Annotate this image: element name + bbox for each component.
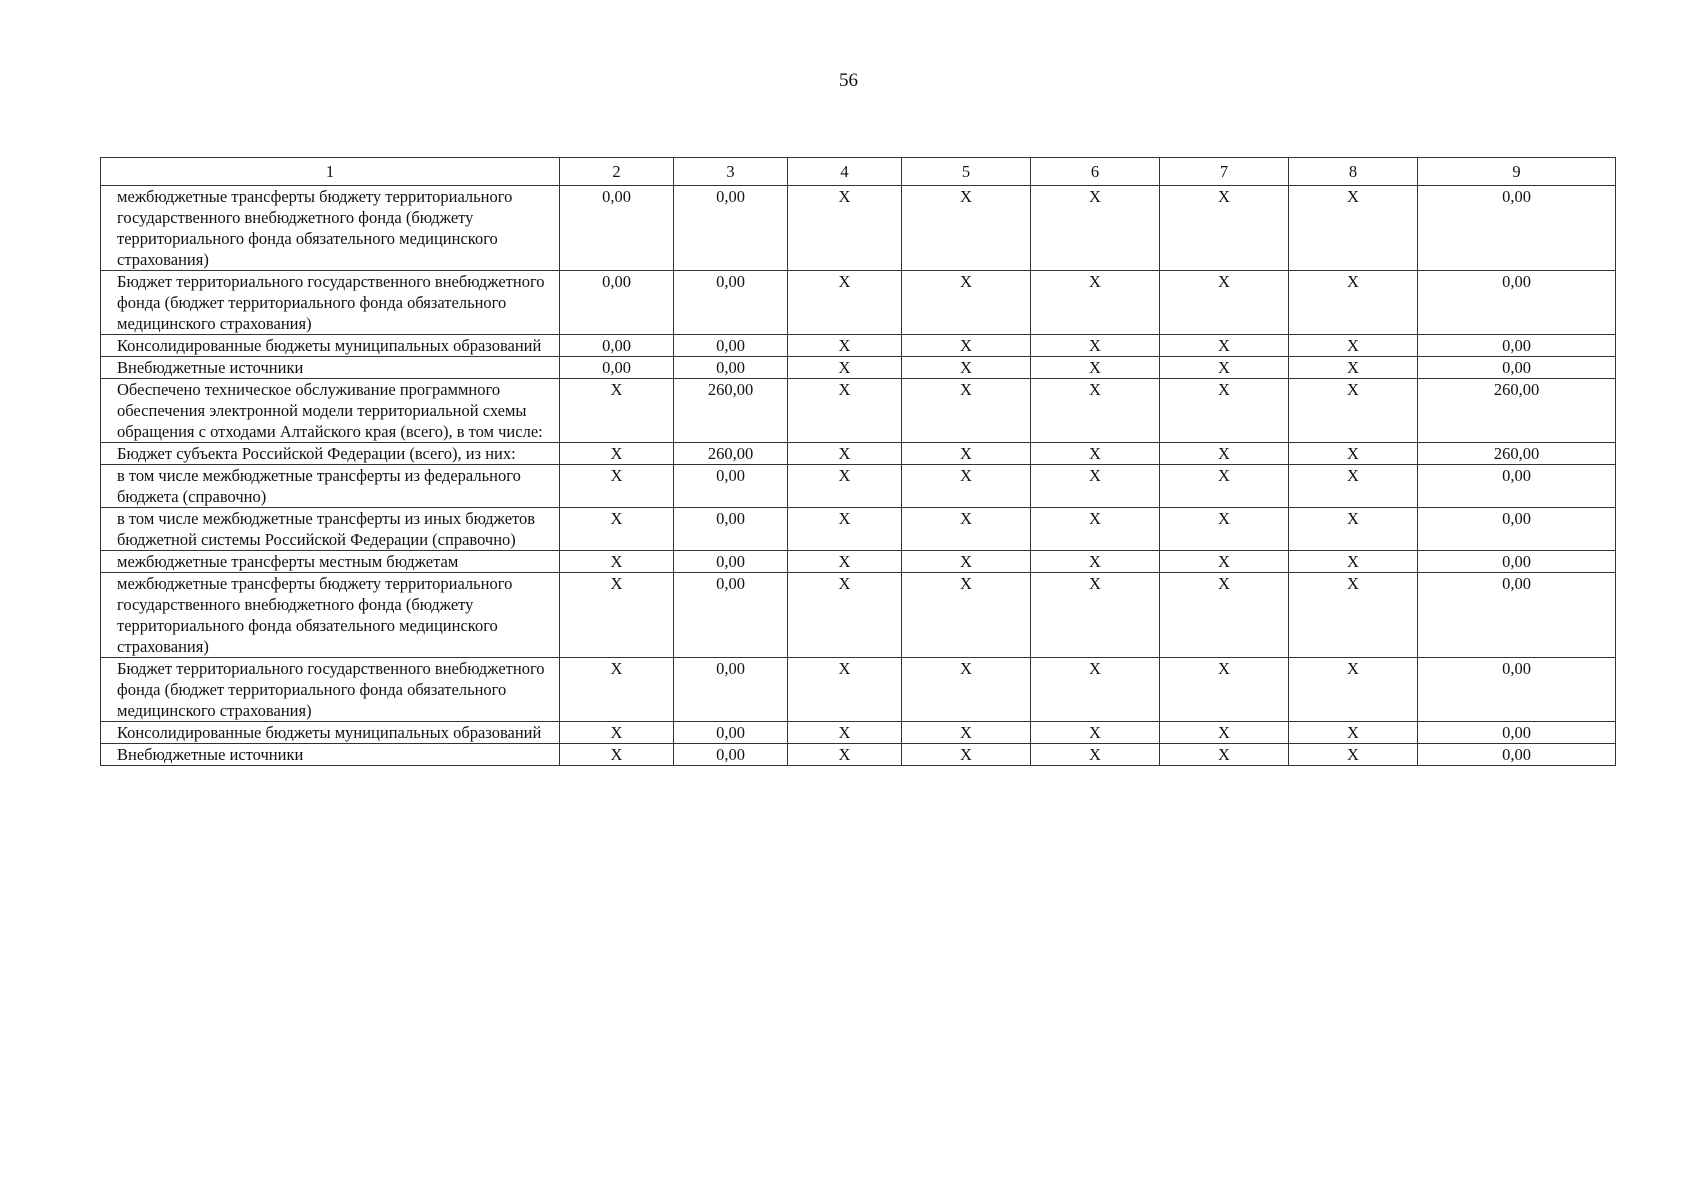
header-row (101, 158, 1616, 186)
row-value: X (1031, 744, 1160, 766)
row-value: X (560, 722, 674, 744)
row-value: X (902, 573, 1031, 658)
row-value: X (1289, 443, 1418, 465)
column-header: 8 (1289, 158, 1418, 186)
column-header: 7 (1160, 158, 1289, 186)
row-value: X (788, 443, 902, 465)
table-row (101, 186, 1616, 271)
row-value: X (788, 271, 902, 335)
row-value: X (902, 186, 1031, 271)
row-value: 0,00 (1418, 271, 1616, 335)
row-value: X (1160, 271, 1289, 335)
row-value: X (1160, 573, 1289, 658)
row-value: 0,00 (1418, 551, 1616, 573)
row-value: X (560, 573, 674, 658)
row-value: X (1160, 465, 1289, 508)
row-value: 0,00 (674, 573, 788, 658)
row-value: X (788, 508, 902, 551)
row-value: X (902, 443, 1031, 465)
row-value: X (788, 335, 902, 357)
row-value: 0,00 (1418, 335, 1616, 357)
row-value: 0,00 (674, 744, 788, 766)
row-value: X (1031, 465, 1160, 508)
row-value: X (1160, 722, 1289, 744)
table-row (101, 357, 1616, 379)
row-description: Бюджет субъекта Российской Федерации (всего), из них: (101, 443, 560, 465)
row-value: X (1031, 357, 1160, 379)
row-value: X (1031, 379, 1160, 443)
row-value: 0,00 (1418, 722, 1616, 744)
row-value: 0,00 (674, 357, 788, 379)
row-value: X (788, 573, 902, 658)
table-row (101, 465, 1616, 508)
row-value: 260,00 (1418, 443, 1616, 465)
row-description: Консолидированные бюджеты муниципальных образований (101, 722, 560, 744)
row-description: в том числе межбюджетные трансферты из федерального бюджета (справочно) (101, 465, 560, 508)
row-value: X (1289, 465, 1418, 508)
table-row (101, 551, 1616, 573)
row-value: X (788, 357, 902, 379)
row-description: Бюджет территориального государственного внебюджетного фонда (бюджет территориального фонда обязательного медицинского страхования) (101, 271, 560, 335)
row-value: X (1031, 551, 1160, 573)
table-row (101, 573, 1616, 658)
column-header: 3 (674, 158, 788, 186)
row-value: X (1289, 379, 1418, 443)
table-body (101, 186, 1616, 766)
row-value: X (1289, 551, 1418, 573)
row-value: X (902, 508, 1031, 551)
row-value: X (902, 722, 1031, 744)
row-value: 0,00 (674, 722, 788, 744)
column-header: 2 (560, 158, 674, 186)
row-value: X (1160, 379, 1289, 443)
row-description: межбюджетные трансферты бюджету территориального государственного внебюджетного фонда (бюджету территориального фонда обязательного медицинского страхования) (101, 573, 560, 658)
row-value: 0,00 (1418, 508, 1616, 551)
row-value: 260,00 (1418, 379, 1616, 443)
row-value: X (902, 335, 1031, 357)
row-value: X (1160, 658, 1289, 722)
row-value: 0,00 (1418, 357, 1616, 379)
row-value: X (1160, 186, 1289, 271)
table-row (101, 443, 1616, 465)
row-value: 0,00 (674, 335, 788, 357)
row-description: Консолидированные бюджеты муниципальных образований (101, 335, 560, 357)
row-description: Обеспечено техническое обслуживание программного обеспечения электронной модели территориальной схемы обращения с отходами Алтайского края (всего), в том числе: (101, 379, 560, 443)
row-value: 0,00 (1418, 465, 1616, 508)
row-value: 0,00 (560, 271, 674, 335)
table-row (101, 379, 1616, 443)
budget-table (100, 157, 1616, 766)
row-value: X (560, 379, 674, 443)
row-value: X (560, 658, 674, 722)
row-value: X (1031, 573, 1160, 658)
row-value: X (1289, 722, 1418, 744)
row-description: Внебюджетные источники (101, 744, 560, 766)
table-row (101, 335, 1616, 357)
table-row (101, 271, 1616, 335)
column-header: 5 (902, 158, 1031, 186)
row-value: X (560, 443, 674, 465)
row-value: X (1289, 335, 1418, 357)
row-value: 0,00 (1418, 573, 1616, 658)
table-row (101, 658, 1616, 722)
row-value: X (1289, 186, 1418, 271)
row-value: 260,00 (674, 379, 788, 443)
row-value: X (1289, 357, 1418, 379)
row-value: X (1289, 573, 1418, 658)
row-value: X (1031, 335, 1160, 357)
row-description: межбюджетные трансферты бюджету территориального государственного внебюджетного фонда (бюджету территориального фонда обязательного медицинского страхования) (101, 186, 560, 271)
row-value: X (788, 379, 902, 443)
row-description: в том числе межбюджетные трансферты из иных бюджетов бюджетной системы Российской Федерации (справочно) (101, 508, 560, 551)
row-value: X (1289, 744, 1418, 766)
row-value: X (1031, 271, 1160, 335)
row-value: X (902, 465, 1031, 508)
row-value: X (902, 551, 1031, 573)
row-value: 0,00 (674, 186, 788, 271)
row-value: X (902, 744, 1031, 766)
row-value: X (1031, 658, 1160, 722)
column-header: 9 (1418, 158, 1616, 186)
row-value: X (1031, 186, 1160, 271)
row-value: X (1160, 551, 1289, 573)
column-header: 1 (101, 158, 560, 186)
row-value: X (902, 357, 1031, 379)
row-value: 0,00 (674, 658, 788, 722)
row-value: 0,00 (674, 551, 788, 573)
table-row (101, 508, 1616, 551)
row-value: 0,00 (1418, 186, 1616, 271)
row-value: 0,00 (1418, 658, 1616, 722)
row-value: X (1160, 443, 1289, 465)
row-value: X (1031, 443, 1160, 465)
row-value: X (560, 744, 674, 766)
table-row (101, 744, 1616, 766)
row-value: 260,00 (674, 443, 788, 465)
row-value: X (1289, 508, 1418, 551)
row-value: X (1160, 508, 1289, 551)
row-value: 0,00 (674, 271, 788, 335)
row-description: межбюджетные трансферты местным бюджетам (101, 551, 560, 573)
row-value: X (788, 465, 902, 508)
row-value: X (788, 722, 902, 744)
row-value: 0,00 (1418, 744, 1616, 766)
row-value: X (1031, 722, 1160, 744)
row-value: X (560, 551, 674, 573)
row-value: 0,00 (674, 465, 788, 508)
row-value: X (788, 551, 902, 573)
row-value: X (1160, 335, 1289, 357)
column-header: 6 (1031, 158, 1160, 186)
table-header (101, 158, 1616, 186)
row-value: 0,00 (560, 357, 674, 379)
row-value: X (902, 271, 1031, 335)
row-value: 0,00 (674, 508, 788, 551)
row-value: 0,00 (560, 186, 674, 271)
row-value: X (788, 186, 902, 271)
row-value: X (1160, 357, 1289, 379)
table-row (101, 722, 1616, 744)
row-value: X (560, 465, 674, 508)
row-description: Бюджет территориального государственного внебюджетного фонда (бюджет территориального фонда обязательного медицинского страхования) (101, 658, 560, 722)
row-value: X (788, 744, 902, 766)
row-value: X (1289, 658, 1418, 722)
row-value: X (902, 379, 1031, 443)
row-value: X (902, 658, 1031, 722)
row-description: Внебюджетные источники (101, 357, 560, 379)
column-header: 4 (788, 158, 902, 186)
row-value: 0,00 (560, 335, 674, 357)
row-value: X (788, 658, 902, 722)
row-value: X (1031, 508, 1160, 551)
row-value: X (1289, 271, 1418, 335)
row-value: X (1160, 744, 1289, 766)
page-number: 56 (839, 70, 858, 91)
row-value: X (560, 508, 674, 551)
